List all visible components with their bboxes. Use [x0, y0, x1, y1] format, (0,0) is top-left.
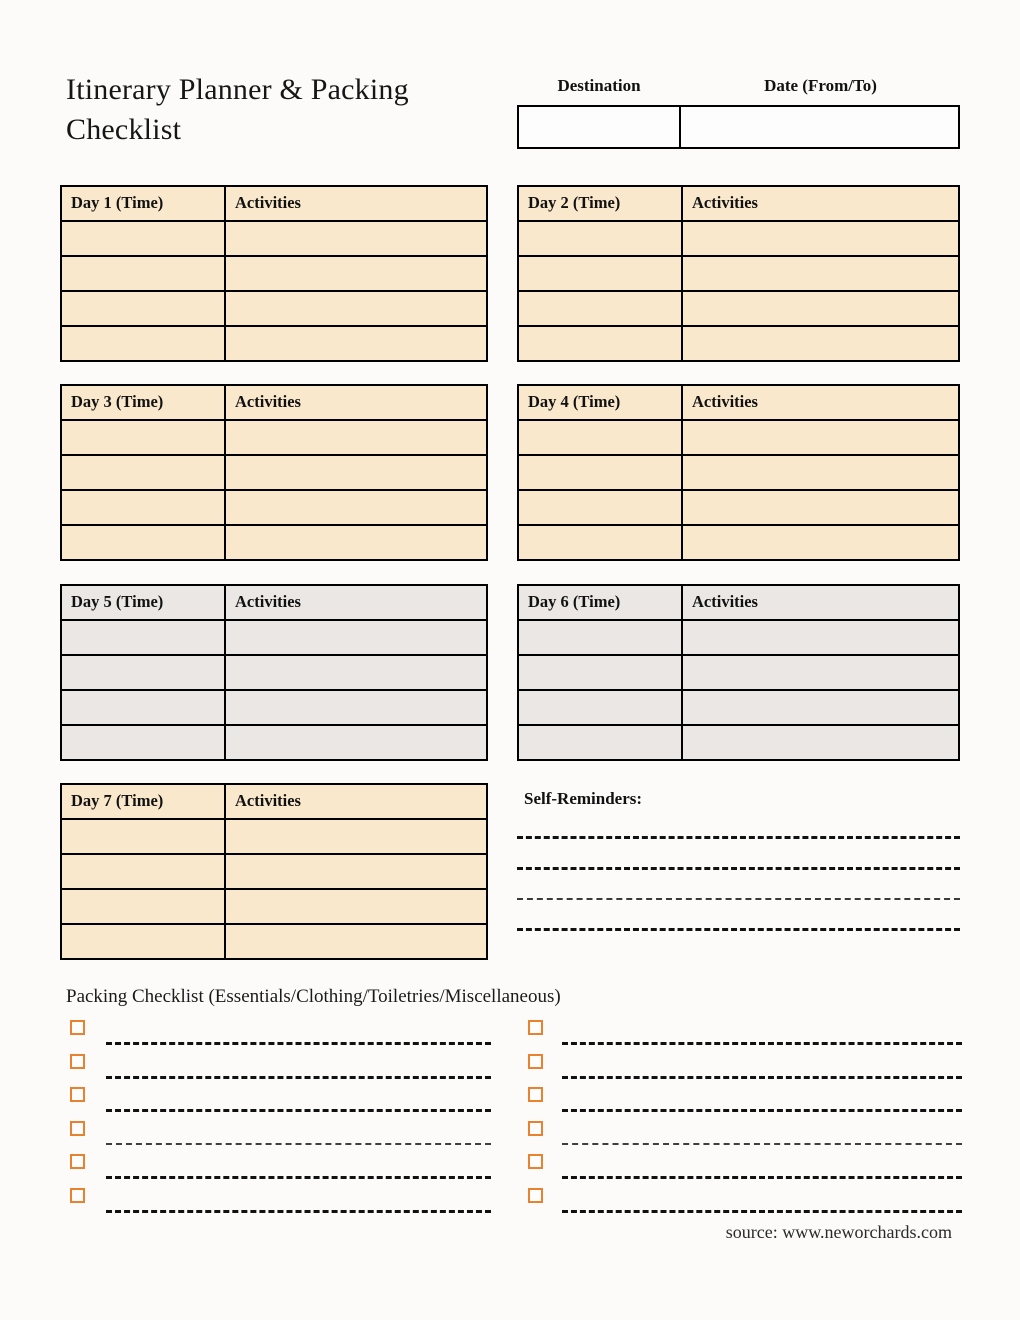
day-table-7	[60, 783, 488, 960]
checkbox-icon[interactable]	[70, 1054, 85, 1069]
activity-cell[interactable]	[683, 257, 958, 290]
list-item	[66, 1183, 491, 1217]
time-cell[interactable]	[62, 855, 226, 888]
activity-cell[interactable]	[226, 726, 486, 759]
day-time-header: Day 5 (Time)	[62, 586, 226, 619]
table-row	[62, 526, 486, 559]
day-table-5	[60, 584, 488, 761]
checklist-write-line[interactable]	[106, 1143, 491, 1145]
table-row	[62, 421, 486, 456]
checklist-write-line[interactable]	[562, 1210, 962, 1213]
checklist-write-line[interactable]	[562, 1042, 962, 1045]
activity-cell[interactable]	[683, 292, 958, 325]
list-item	[524, 1082, 962, 1116]
time-cell[interactable]	[62, 820, 226, 853]
checkbox-icon[interactable]	[70, 1188, 85, 1203]
table-row	[62, 491, 486, 526]
table-row	[519, 491, 958, 526]
checklist-write-line[interactable]	[106, 1076, 491, 1079]
checklist-write-line[interactable]	[562, 1176, 962, 1179]
self-reminder-line[interactable]	[517, 867, 960, 870]
activity-cell[interactable]	[683, 222, 958, 255]
table-row	[519, 222, 958, 257]
list-item	[524, 1183, 962, 1217]
table-row	[519, 456, 958, 491]
time-cell[interactable]	[519, 726, 683, 759]
time-cell[interactable]	[62, 292, 226, 325]
list-item	[66, 1149, 491, 1183]
activity-cell[interactable]	[226, 925, 486, 958]
table-row	[62, 621, 486, 656]
source-attribution: source: www.neworchards.com	[725, 1222, 952, 1242]
checklist-write-line[interactable]	[106, 1109, 491, 1112]
table-row	[62, 726, 486, 759]
day-time-header: Day 1 (Time)	[62, 187, 226, 220]
list-item	[524, 1149, 962, 1183]
table-row	[519, 327, 958, 360]
day-table-3	[60, 384, 488, 561]
list-item	[66, 1015, 491, 1049]
table-row	[62, 222, 486, 257]
activity-cell[interactable]	[226, 820, 486, 853]
destination-label: Destination	[557, 76, 641, 95]
time-cell[interactable]	[519, 327, 683, 360]
table-header-row	[519, 386, 958, 421]
checkbox-icon[interactable]	[528, 1188, 543, 1203]
table-header-row	[519, 187, 958, 222]
time-cell[interactable]	[62, 327, 226, 360]
checkbox-icon[interactable]	[528, 1087, 543, 1102]
time-cell[interactable]	[62, 222, 226, 255]
date-input[interactable]	[681, 107, 958, 147]
day-table-6	[517, 584, 960, 761]
activity-cell[interactable]	[226, 456, 486, 489]
checkbox-icon[interactable]	[70, 1154, 85, 1169]
packing-checklist-title: Packing Checklist (Essentials/Clothing/Toiletries/Miscellaneous)	[66, 986, 561, 1007]
time-cell[interactable]	[62, 890, 226, 923]
checkbox-icon[interactable]	[70, 1087, 85, 1102]
table-row	[519, 621, 958, 656]
activity-cell[interactable]	[683, 421, 958, 454]
checklist-write-line[interactable]	[562, 1076, 962, 1079]
checkbox-icon[interactable]	[528, 1020, 543, 1035]
self-reminder-line[interactable]	[517, 928, 960, 931]
time-cell[interactable]	[519, 421, 683, 454]
checkbox-icon[interactable]	[528, 1121, 543, 1136]
day-time-header: Day 3 (Time)	[62, 386, 226, 419]
list-item	[524, 1116, 962, 1150]
activity-cell[interactable]	[226, 890, 486, 923]
day-table-2	[517, 185, 960, 362]
activity-cell[interactable]	[683, 691, 958, 724]
activity-cell[interactable]	[226, 621, 486, 654]
packing-checklist-left-column	[66, 1015, 491, 1216]
self-reminders-title: Self-Reminders:	[524, 789, 643, 808]
activities-header: Activities	[235, 592, 301, 611]
activity-cell[interactable]	[683, 327, 958, 360]
time-cell[interactable]	[62, 925, 226, 958]
time-cell[interactable]	[519, 491, 683, 524]
list-item	[66, 1116, 491, 1150]
time-cell[interactable]	[62, 726, 226, 759]
day-time-header: Day 4 (Time)	[519, 386, 683, 419]
activities-header: Activities	[235, 392, 301, 411]
time-cell[interactable]	[519, 456, 683, 489]
checklist-write-line[interactable]	[562, 1143, 962, 1145]
list-item	[524, 1015, 962, 1049]
time-cell[interactable]	[519, 656, 683, 689]
checkbox-icon[interactable]	[70, 1020, 85, 1035]
self-reminders-lines	[517, 836, 960, 931]
activities-header: Activities	[235, 791, 301, 810]
table-row	[519, 656, 958, 691]
time-cell[interactable]	[62, 257, 226, 290]
activity-cell[interactable]	[226, 656, 486, 689]
activity-cell[interactable]	[226, 292, 486, 325]
table-row	[519, 726, 958, 759]
activity-cell[interactable]	[226, 526, 486, 559]
list-item	[66, 1082, 491, 1116]
time-cell[interactable]	[62, 526, 226, 559]
time-cell[interactable]	[62, 621, 226, 654]
day-time-header: Day 7 (Time)	[62, 785, 226, 818]
packing-checklist-right-column	[524, 1015, 962, 1216]
activity-cell[interactable]	[683, 726, 958, 759]
header-labels	[517, 76, 960, 96]
activity-cell[interactable]	[226, 421, 486, 454]
destination-input[interactable]	[519, 107, 681, 147]
table-row	[519, 691, 958, 726]
checkbox-icon[interactable]	[70, 1121, 85, 1136]
table-header-row	[62, 386, 486, 421]
table-row	[519, 421, 958, 456]
activities-header: Activities	[692, 592, 758, 611]
time-cell[interactable]	[62, 491, 226, 524]
time-cell[interactable]	[519, 257, 683, 290]
table-row	[62, 855, 486, 890]
activity-cell[interactable]	[683, 656, 958, 689]
activities-header: Activities	[692, 193, 758, 212]
time-cell[interactable]	[62, 691, 226, 724]
activity-cell[interactable]	[226, 855, 486, 888]
self-reminder-line[interactable]	[517, 836, 960, 839]
activity-cell[interactable]	[683, 456, 958, 489]
table-row	[62, 691, 486, 726]
table-row	[519, 526, 958, 559]
table-row	[62, 890, 486, 925]
table-header-row	[62, 187, 486, 222]
checklist-write-line[interactable]	[106, 1042, 491, 1045]
activity-cell[interactable]	[226, 491, 486, 524]
time-cell[interactable]	[62, 421, 226, 454]
checklist-write-line[interactable]	[562, 1109, 962, 1112]
table-row	[62, 820, 486, 855]
activity-cell[interactable]	[226, 222, 486, 255]
time-cell[interactable]	[62, 456, 226, 489]
header-input-boxes	[517, 105, 960, 149]
day-table-4	[517, 384, 960, 561]
activity-cell[interactable]	[226, 327, 486, 360]
table-row	[62, 656, 486, 691]
table-row	[519, 292, 958, 327]
list-item	[524, 1049, 962, 1083]
table-row	[62, 292, 486, 327]
activity-cell[interactable]	[226, 257, 486, 290]
day-time-header: Day 2 (Time)	[519, 187, 683, 220]
checkbox-icon[interactable]	[528, 1054, 543, 1069]
checkbox-icon[interactable]	[528, 1154, 543, 1169]
time-cell[interactable]	[519, 526, 683, 559]
date-label: Date (From/To)	[764, 76, 877, 95]
day-time-header: Day 6 (Time)	[519, 586, 683, 619]
table-header-row	[62, 586, 486, 621]
table-row	[62, 327, 486, 360]
time-cell[interactable]	[519, 292, 683, 325]
time-cell[interactable]	[519, 691, 683, 724]
table-row	[62, 925, 486, 958]
table-row	[62, 456, 486, 491]
table-header-row	[62, 785, 486, 820]
self-reminder-line[interactable]	[517, 898, 960, 900]
checklist-write-line[interactable]	[106, 1210, 491, 1213]
activity-cell[interactable]	[683, 621, 958, 654]
day-table-1	[60, 185, 488, 362]
activities-header: Activities	[235, 193, 301, 212]
table-header-row	[519, 586, 958, 621]
time-cell[interactable]	[62, 656, 226, 689]
table-row	[519, 257, 958, 292]
activity-cell[interactable]	[226, 691, 486, 724]
time-cell[interactable]	[519, 621, 683, 654]
list-item	[66, 1049, 491, 1083]
time-cell[interactable]	[519, 222, 683, 255]
activity-cell[interactable]	[683, 526, 958, 559]
activity-cell[interactable]	[683, 491, 958, 524]
checklist-write-line[interactable]	[106, 1176, 491, 1179]
page-title: Itinerary Planner & Packing Checklist	[66, 73, 409, 146]
activities-header: Activities	[692, 392, 758, 411]
table-row	[62, 257, 486, 292]
